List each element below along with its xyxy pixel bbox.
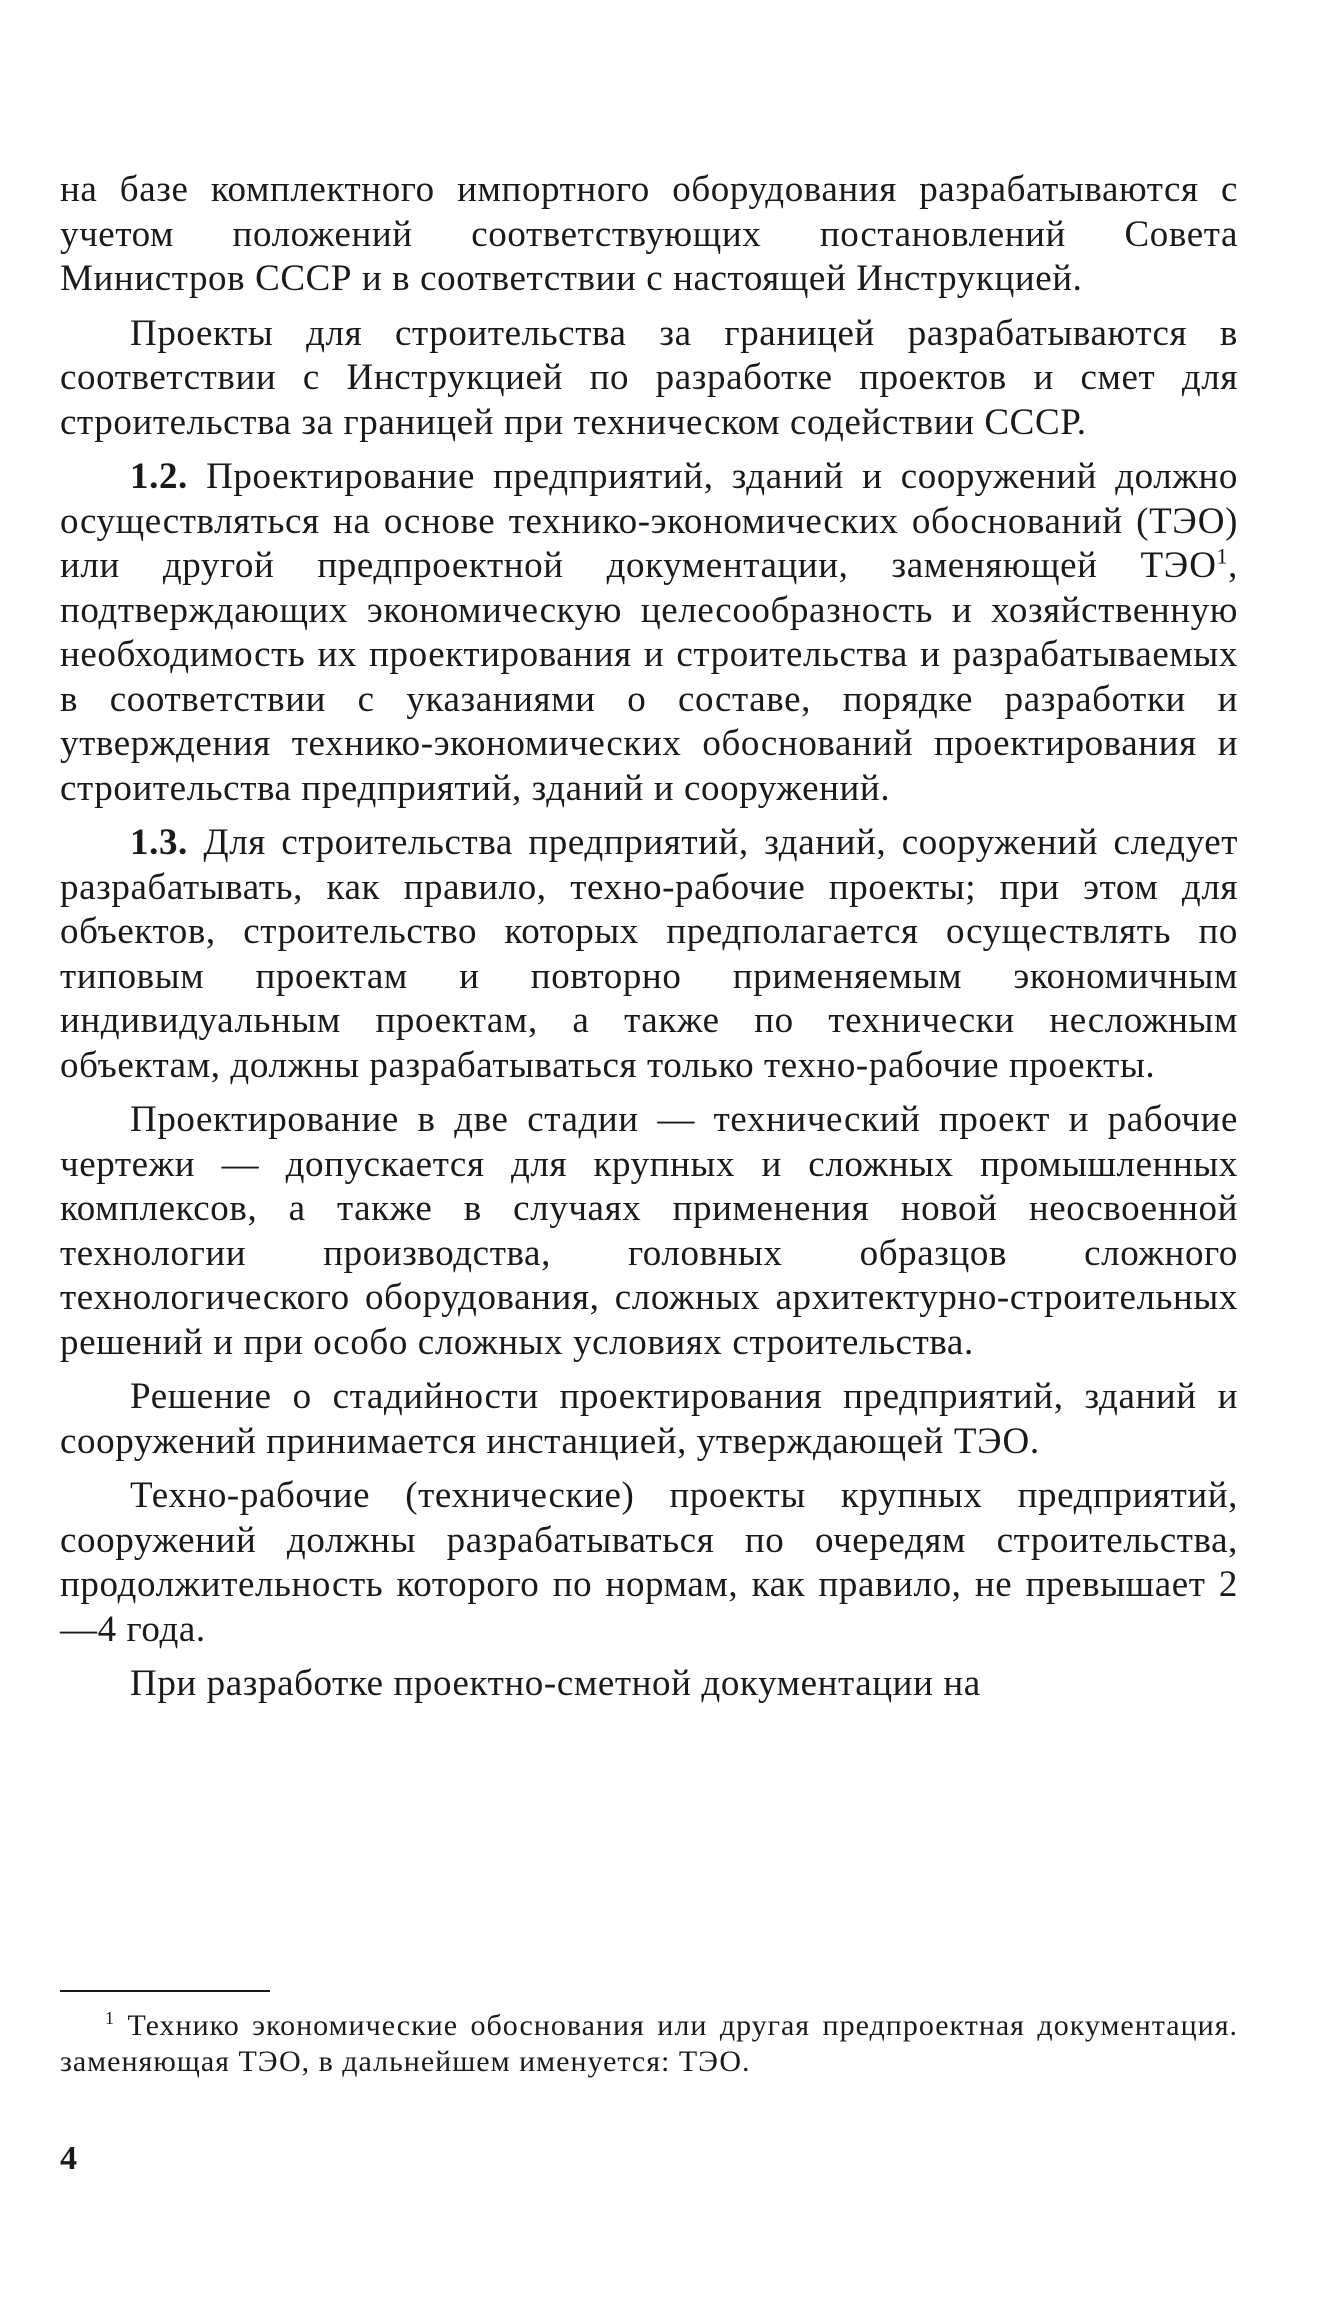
paragraph-7: Техно-рабочие (технические) проекты крупных предприятий, сооружений должны разрабатываться по очередям строительства, продолжительность которого по нормам, как правило, не превышает 2—4 года. xyxy=(60,1475,1238,1650)
paragraph-1: на базе комплектного импортного оборудования разрабатываются с учетом положений соответствующих постановлений Совета Министров СССР и в соответствии с настоящей Инструкцией. xyxy=(60,169,1238,299)
section-number: 1.2. xyxy=(130,456,188,497)
paragraph-1-2 xyxy=(60,455,1238,811)
section-number: 1.3. xyxy=(130,822,188,863)
paragraph-5: Проектирование в две стадии — технический проект и рабочие чертежи — допускается для крупных и сложных промышленных комплексов, а также в случаях применения новой неосвоенной технологии производства, головных образцов сложного технологического оборудования, сложных архитектурно-строительных решений и при особо сложных условиях строительства. xyxy=(60,1099,1238,1363)
footnote-mark: 1 xyxy=(105,2008,115,2028)
paragraph-8: При разработке проектно-сметной документации на xyxy=(130,1663,981,1704)
footnote-text: Технико экономические обоснования или другая предпроектная документация. заменяющая ТЭО, в дальнейшем именуется: ТЭО. xyxy=(60,2009,1239,2078)
paragraph-1-2-text-a: Проектирование предприятий, зданий и сооружений должно осуществляться на основе технико-экономических обоснований (ТЭО) или другой предпроектной документации, заменяющей ТЭО xyxy=(60,456,1238,586)
page-number: 4 xyxy=(60,2140,77,2177)
footnote xyxy=(60,2008,1238,2080)
footnote-divider xyxy=(60,1990,270,1992)
paragraph-1-2-text-b: , подтверждающих экономическую целесообразность и хозяйственную необходимость их проектирования и строительства и разрабатываемых в соответствии с указаниями о составе, порядке разработки и утверждения технико-экономических обоснований проектирования и строительства предприятий, зданий и сооружений. xyxy=(60,545,1238,809)
paragraph-1-3 xyxy=(60,821,1238,1088)
footnote-reference: 1 xyxy=(1216,543,1229,569)
paragraph-6: Решение о стадийности проектирования предприятий, зданий и сооружений принимается инстанцией, утверждающей ТЭО. xyxy=(60,1376,1238,1462)
main-text xyxy=(60,168,1238,1707)
paragraph-2: Проекты для строительства за границей разрабатываются в соответствии с Инструкцией по разработке проектов и смет для строительства за границей при техническом содействии СССР. xyxy=(60,312,1238,443)
paragraph-1-3-text: Для строительства предприятий, зданий, сооружений следует разрабатывать, как правило, техно-рабочие проекты; при этом для объектов, строительство которых предполагается осуществлять по типовым проектам и повторно применяемым экономичным индивидуальным проектам, а также по технически несложным объектам, должны разрабатываться только техно-рабочие проекты. xyxy=(60,822,1238,1086)
